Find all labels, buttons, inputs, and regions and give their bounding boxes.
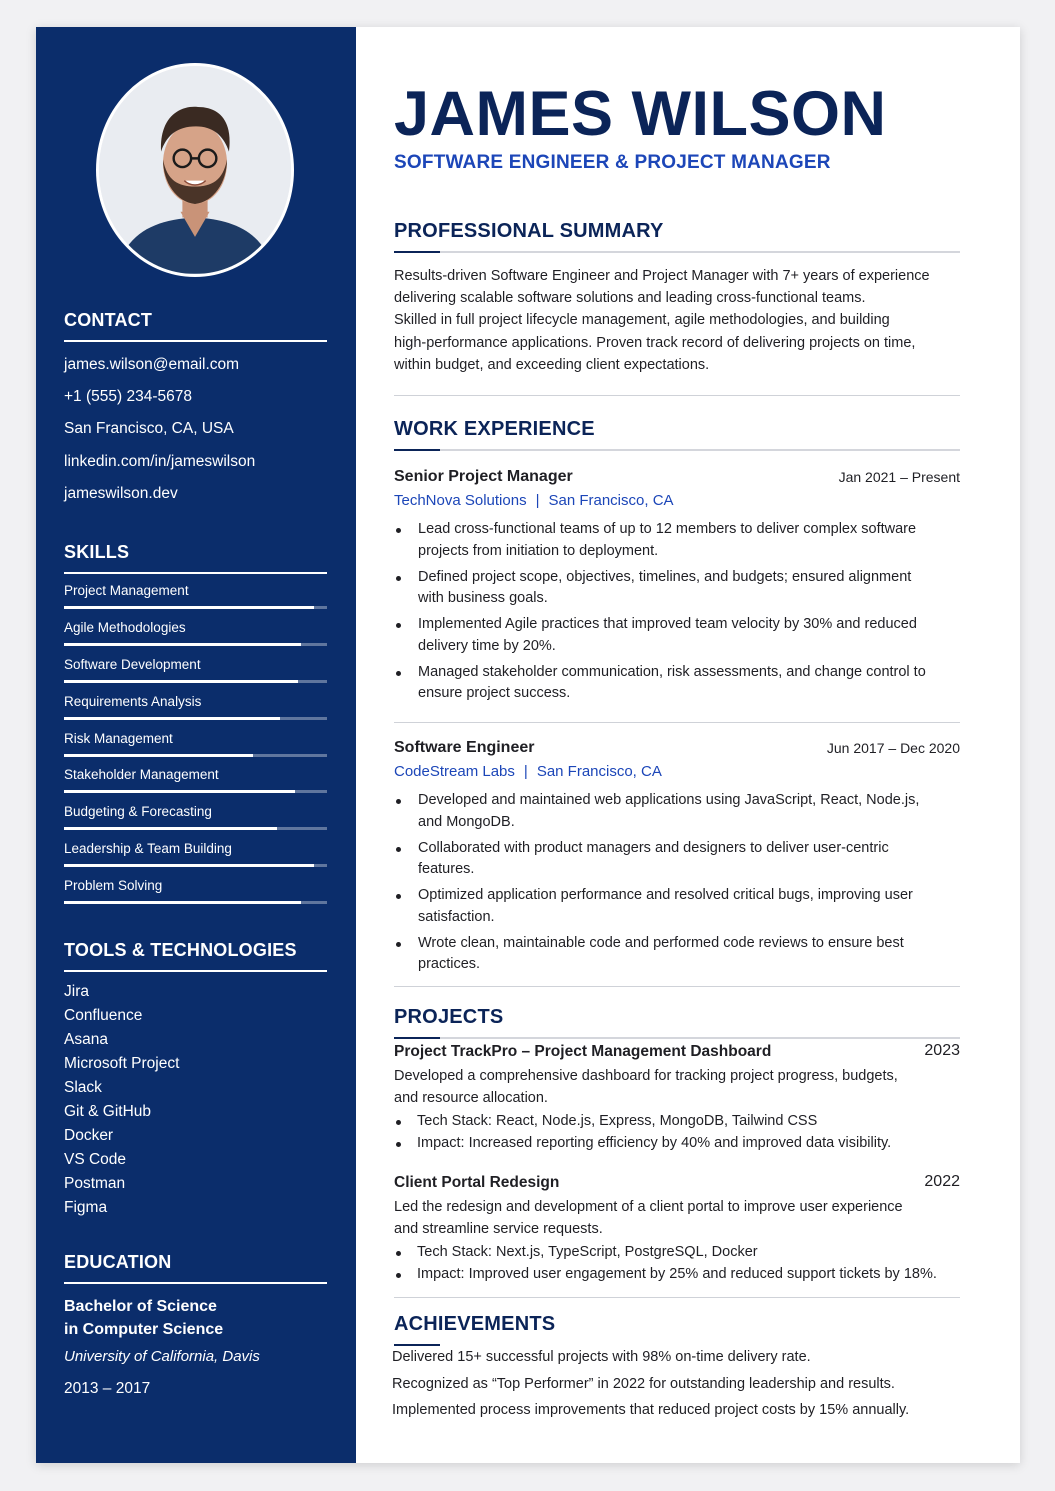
summary-heading: PROFESSIONAL SUMMARY (394, 220, 960, 253)
skills-list (64, 582, 327, 914)
tool-item: VS Code (64, 1151, 127, 1168)
project-entry (394, 1042, 960, 1154)
skill-item (64, 877, 327, 914)
tool-item: Confluence (64, 1007, 143, 1024)
skill-bar-fill (64, 901, 301, 904)
job-dates: Jan 2021 – Present (838, 469, 960, 485)
project-header (394, 1173, 960, 1197)
skill-bar-track (64, 790, 327, 793)
summary-line: Results-driven Software Engineer and Project Manager with 7+ years of experience (394, 268, 930, 284)
skill-label: Problem Solving (64, 878, 163, 894)
project-description: Led the redesign and development of a client portal to improve user experience and streamline service requests. (394, 1199, 903, 1237)
project-entry (394, 1173, 960, 1285)
job-header (394, 738, 960, 762)
education-years: 2013 – 2017 (64, 1380, 151, 1397)
candidate-name: JAMES WILSON (394, 79, 887, 149)
skill-item (64, 656, 327, 693)
tools-list (64, 982, 327, 1222)
project-bullet: Impact: Improved user engagement by 25% and reduced support tickets by 18%. (394, 1264, 960, 1286)
project-description: Developed a comprehensive dashboard for tracking project progress, budgets, and resource allocation. (394, 1068, 898, 1106)
tool-item: Figma (64, 1199, 108, 1216)
skill-bar-track (64, 643, 327, 646)
skill-bar-track (64, 717, 327, 720)
job-bullet: Defined project scope, objectives, timelines, and budgets; ensured alignment with business goals. (394, 567, 960, 610)
skill-item (64, 803, 327, 840)
skill-bar-fill (64, 680, 298, 683)
skill-bar-track (64, 864, 327, 867)
skill-bar-fill (64, 606, 314, 609)
skill-label: Stakeholder Management (64, 767, 219, 783)
section-divider (394, 1297, 960, 1298)
tool-item: Postman (64, 1175, 126, 1192)
job-bullet: Developed and maintained web applications using JavaScript, React, Node.js, and MongoDB. (394, 790, 960, 833)
job-header (394, 467, 960, 491)
sidebar (36, 27, 356, 1463)
skill-label: Agile Methodologies (64, 619, 186, 635)
separator: | (535, 492, 540, 509)
job-company-line (394, 491, 960, 511)
achievement-item: Implemented process improvements that reduced project costs by 15% annually. (392, 1402, 910, 1418)
summary-line: within budget, and exceeding client expectations. (394, 356, 710, 373)
tool-item: Jira (64, 983, 89, 1000)
profile-photo-avatar (96, 63, 294, 277)
job-bullet: Managed stakeholder communication, risk assessments, and change control to ensure project success. (394, 662, 960, 705)
company-location: San Francisco, CA (548, 492, 674, 509)
tool-item: Git & GitHub (64, 1103, 151, 1120)
skill-label: Software Development (64, 656, 201, 672)
skill-bar-track (64, 754, 327, 757)
separator: | (523, 763, 528, 780)
job-divider (394, 722, 960, 723)
project-bullets (394, 1242, 960, 1285)
tools-heading: TOOLS & TECHNOLOGIES (64, 940, 327, 972)
skill-label: Requirements Analysis (64, 693, 202, 709)
person-portrait-icon (99, 66, 291, 274)
skill-item (64, 730, 327, 767)
skills-heading: SKILLS (64, 542, 327, 574)
job-company-line (394, 762, 960, 782)
skill-bar-track (64, 680, 327, 683)
job-bullets (394, 519, 960, 705)
email-link[interactable]: james.wilson@email.com (64, 356, 240, 373)
section-divider (394, 986, 960, 987)
project-year: 2023 (924, 1042, 960, 1059)
project-title: Project TrackPro – Project Management Dashboard (394, 1043, 772, 1060)
project-bullet: Tech Stack: React, Node.js, Express, MongoDB, Tailwind CSS (394, 1111, 960, 1133)
tool-item: Microsoft Project (64, 1055, 180, 1072)
achievement-item: Delivered 15+ successful projects with 98% on-time delivery rate. (392, 1349, 811, 1365)
project-title: Client Portal Redesign (394, 1174, 560, 1191)
skill-item (64, 766, 327, 803)
project-bullet: Tech Stack: Next.js, TypeScript, PostgreSQL, Docker (394, 1242, 960, 1264)
skill-label: Budgeting & Forecasting (64, 804, 212, 820)
project-bullets (394, 1111, 960, 1154)
job-title: Senior Project Manager (394, 468, 573, 485)
job-bullet: Optimized application performance and resolved critical bugs, improving user satisfaction. (394, 885, 960, 928)
achievement-item: Recognized as “Top Performer” in 2022 for outstanding leadership and results. (392, 1375, 895, 1392)
job-bullet: Implemented Agile practices that improved team velocity by 30% and reduced delivery time by 20%. (394, 614, 960, 657)
job-bullet: Lead cross-functional teams of up to 12 members to deliver complex software projects from initiation to deployment. (394, 519, 960, 562)
company-name: CodeStream Labs (394, 763, 515, 780)
location: San Francisco, CA, USA (64, 420, 234, 438)
linkedin-link[interactable]: linkedin.com/in/jameswilson (64, 452, 256, 470)
skill-bar-track (64, 901, 327, 904)
degree-line-1: Bachelor of Science (64, 1298, 217, 1315)
education-heading: EDUCATION (64, 1252, 327, 1284)
skill-bar-fill (64, 754, 253, 757)
resume-page (36, 27, 1020, 1463)
tool-item: Slack (64, 1079, 102, 1096)
experience-heading: WORK EXPERIENCE (394, 418, 960, 451)
skill-bar-track (64, 827, 327, 830)
skill-bar-fill (64, 827, 277, 830)
contact-heading: CONTACT (64, 310, 327, 342)
job-entry (394, 467, 960, 709)
project-year: 2022 (924, 1173, 960, 1190)
job-title: Software Engineer (394, 739, 535, 756)
skill-label: Project Management (64, 583, 189, 598)
skill-label: Leadership & Team Building (64, 841, 232, 857)
school-name: University of California, Davis (64, 1348, 260, 1365)
skill-bar-fill (64, 790, 295, 793)
project-bullet: Impact: Increased reporting efficiency by 40% and improved data visibility. (394, 1133, 960, 1155)
summary-line: high-performance applications. Proven track record of delivering projects on time, (394, 334, 916, 351)
skill-item (64, 619, 327, 656)
company-name: TechNova Solutions (394, 492, 527, 509)
job-bullet: Wrote clean, maintainable code and performed code reviews to ensure best practices. (394, 933, 960, 976)
skill-item (64, 840, 327, 877)
achievements-heading: ACHIEVEMENTS (394, 1313, 960, 1344)
website-link[interactable]: jameswilson.dev (64, 484, 178, 502)
contact-list (64, 354, 327, 515)
skill-bar-track (64, 606, 327, 609)
skill-bar-fill (64, 643, 301, 646)
tool-item: Asana (64, 1031, 108, 1048)
job-dates: Jun 2017 – Dec 2020 (826, 740, 960, 756)
degree-line-2: in Computer Science (64, 1321, 224, 1338)
project-header (394, 1042, 960, 1066)
section-divider (394, 395, 960, 396)
achievements-list (392, 1347, 962, 1427)
job-bullets (394, 790, 960, 976)
job-bullet: Collaborated with product managers and designers to deliver user-centric features. (394, 838, 960, 881)
skill-bar-fill (64, 864, 314, 867)
job-entry (394, 738, 960, 980)
education-block (64, 1295, 327, 1399)
phone-number: +1 (555) 234-5678 (64, 388, 192, 406)
skill-item (64, 693, 327, 730)
summary-line: Skilled in full project lifecycle management, agile methodologies, and building (394, 312, 890, 329)
tool-item: Docker (64, 1127, 114, 1144)
company-location: San Francisco, CA (536, 763, 662, 780)
projects-heading: PROJECTS (394, 1006, 960, 1039)
skill-item (64, 582, 327, 619)
main-content (394, 27, 960, 1463)
summary-line: delivering scalable software solutions and leading cross-functional teams. (394, 290, 866, 307)
summary-text (394, 265, 960, 376)
candidate-title: SOFTWARE ENGINEER & PROJECT MANAGER (394, 152, 831, 173)
skill-bar-fill (64, 717, 280, 720)
skill-label: Risk Management (64, 730, 173, 746)
